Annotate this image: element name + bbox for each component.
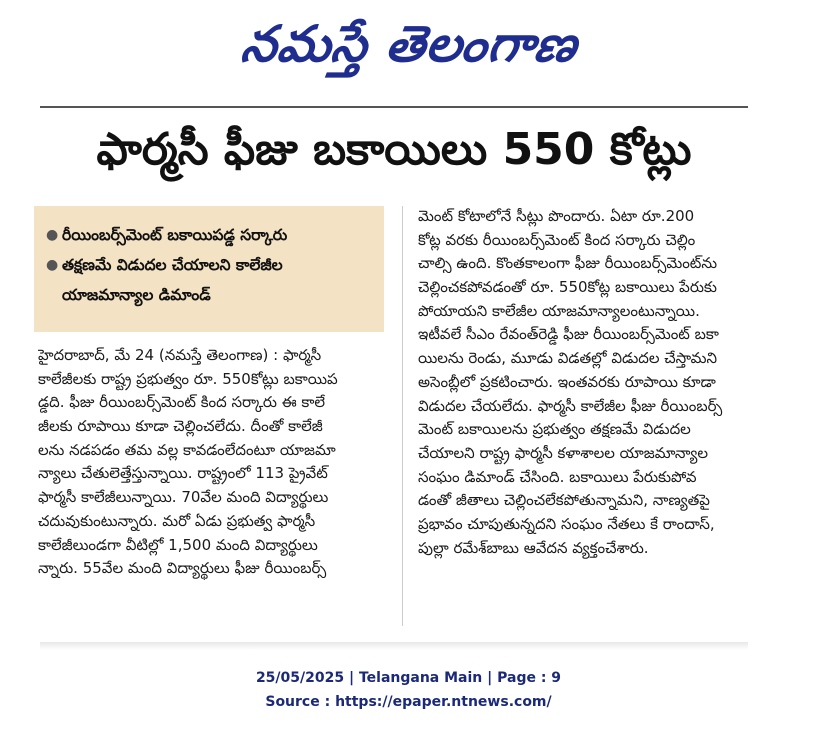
highlights-box <box>34 206 384 332</box>
body-line: న్నారు. 55వేల మంది విద్యార్థులు ఫీజు రీయింబర్స్ <box>38 559 327 578</box>
body-line: పుల్లా రమేశ్‌బాబు ఆవేదన వ్యక్తంచేశారు. <box>418 538 649 557</box>
footer-source: Source : https://epaper.ntnews.com/ <box>265 694 552 710</box>
body-line: మెంట్ కోటాలోనే సీట్లు పొందారు. ఏటా రూ.200 <box>418 207 695 225</box>
body-line: మెంట్ బకాయిలను ప్రభుత్వం తక్షణమే విడుదల <box>418 420 691 439</box>
body-line: చదువుకుంటున్నారు. మరో ఏడు ప్రభుత్వ ఫార్మసీ <box>38 511 316 530</box>
body-line: డ్డది. ఫీజు రీయింబర్స్‌మెంట్ కింద సర్కారు ఈ కాలే <box>38 393 326 412</box>
body-line: చాల్సి ఉంది. కొంతకాలంగా ఫీజు రీయింబర్స్‌మెంట్‌ను <box>418 254 718 273</box>
bullet-icon: ● <box>46 257 59 273</box>
body-line: డంతో జీతాలు చెల్లించలేకపోతున్నామని, నాణ్యతపై <box>418 491 710 510</box>
body-line: యిలను రెండు, మూడు విడతల్లో విడుదల చేస్తామని <box>418 349 718 368</box>
body-line: అసెంబ్లీలో ప్రకటించారు. ఇంతవరకు రూపాయి కూడా <box>418 372 716 391</box>
body-line: న్యాలు చేతులెత్తేస్తున్నాయి. రాష్ట్రంలో 113 ప్రైవేట్ <box>38 464 328 483</box>
body-line: కోట్ల వరకు రీయింబర్స్‌మెంట్ కింద సర్కారు చెల్లిం <box>418 230 696 249</box>
bullet-icon: ● <box>46 227 59 243</box>
body-line: జీలకు రూపాయి కూడా చెల్లించలేదు. దీంతో కాలేజీ <box>38 417 323 436</box>
article-body-left-column <box>38 344 388 581</box>
article-headline: ఫార్మసీ ఫీజు బకాయిలు 550 కోట్లు <box>96 124 692 175</box>
body-line: ఇటీవలే సీఎం రేవంత్‌రెడ్డి ఫీజు రీయింబర్స్‌మెంట్ బకా <box>418 325 719 344</box>
body-line: విడుదల చేయలేదు. ఫార్మసీ కాలేజీల ఫీజు రీయింబర్స్ <box>418 396 723 415</box>
body-line: ప్రభావం చూపుతున్నదని సంఘం నేతలు కే రాందాస్, <box>418 514 715 533</box>
masthead-divider <box>40 106 748 108</box>
body-line: లను నడపడం తమ వల్ల కావడంలేదంటూ యాజమా <box>38 440 336 459</box>
body-line: హైదరాబాద్, మే 24 (నమస్తే తెలంగాణ) : ఫార్మసీ <box>38 346 322 364</box>
body-line: పోయాయని కాలేజీల యాజమాన్యాలంటున్నాయి. <box>418 301 700 320</box>
masthead <box>0 0 817 100</box>
body-line: చెల్లించకపోవడంతో రూ. 550కోట్ల బకాయిలు పేరుకు <box>418 278 717 297</box>
article-body-right-column <box>418 205 783 560</box>
column-divider <box>402 206 403 626</box>
highlights-list <box>46 220 374 310</box>
body-line: కాలేజీలకు రాష్ట్ర ప్రభుత్వం రూ. 550కోట్లు బకాయిప <box>38 369 338 388</box>
clipping-bottom-edge <box>40 642 748 650</box>
highlight-item <box>46 220 374 250</box>
body-line: చేయాలని రాష్ట్ర ఫార్మసీ కళాశాలల యాజమాన్యాల <box>418 443 709 462</box>
body-line: ఫార్మసీ కాలేజీలున్నాయి. 70వేల మంది విద్యార్థులు <box>38 488 329 507</box>
highlight-text: తక్షణమే విడుదల చేయాలని కాలేజీల యాజమాన్యాల డిమాండ్ <box>62 256 283 304</box>
body-line: సంఘం డిమాండ్ చేసింది. బకాయిలు పేరుకుపోవ <box>418 467 697 486</box>
highlight-text: రీయింబర్స్‌మెంట్ బకాయిపడ్డ సర్కారు <box>62 226 288 244</box>
footer-edition-info: 25/05/2025 | Telangana Main | Page : 9 <box>255 670 562 686</box>
highlight-item <box>46 250 374 310</box>
body-line: కాలేజీలుండగా వీటిల్లో 1,500 మంది విద్యార్థులు <box>38 535 318 554</box>
masthead-logo: నమస్తే తెలంగాణ <box>237 14 582 73</box>
